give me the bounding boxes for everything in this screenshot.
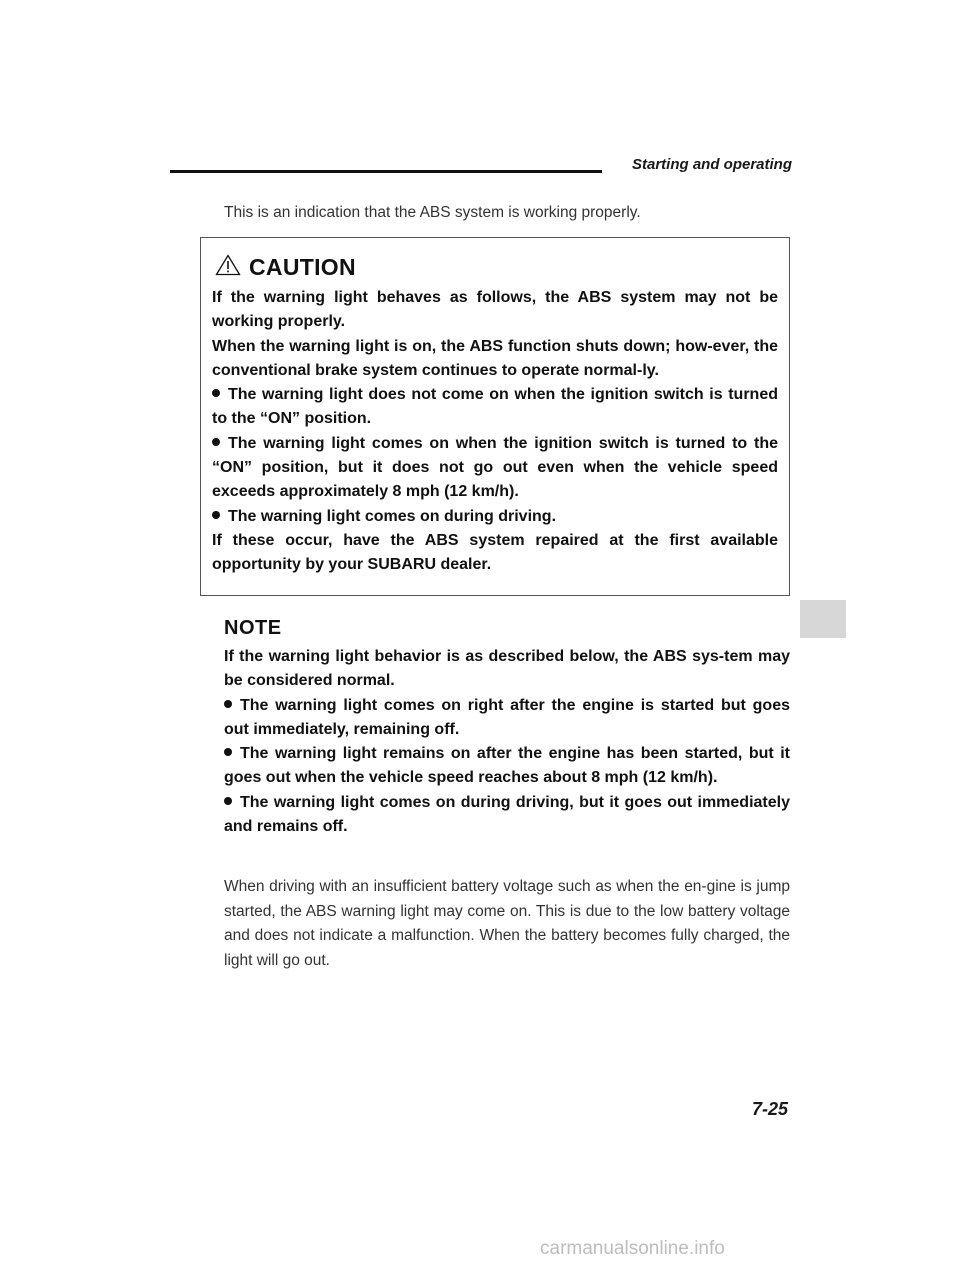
caution-bullet-text: The warning light comes on when the ignition switch is turned to the “ON” position, but it does not go out even when the vehicle speed exceeds approximately 8 mph (12 km/h). <box>212 434 778 501</box>
page-number: 7-25 <box>751 1099 788 1119</box>
caution-bullet <box>212 505 778 529</box>
caution-bullet-text: The warning light does not come on when the ignition switch is turned to the “ON” position. <box>212 386 778 428</box>
caution-bullet-text: The warning light comes on during driving. <box>228 507 557 525</box>
note-bullet-text: The warning light comes on during driving, but it goes out immediately and remains off. <box>224 793 790 836</box>
bullet-icon <box>224 797 232 805</box>
note-bullet <box>224 742 790 791</box>
note-bullet <box>224 694 790 743</box>
bullet-icon <box>224 748 232 756</box>
warning-triangle-icon <box>215 254 241 276</box>
caution-header <box>212 252 778 286</box>
note-section <box>224 617 790 839</box>
bullet-icon <box>212 511 220 519</box>
note-bullet <box>224 791 790 840</box>
bullet-icon <box>212 438 220 446</box>
bullet-icon <box>224 700 232 708</box>
intro-text: This is an indication that the ABS system is working properly. <box>224 204 641 221</box>
note-bullet-text: The warning light remains on after the engine has been started, but it goes out when the vehicle speed reaches about 8 mph (12 km/h). <box>224 745 790 787</box>
caution-title: CAUTION <box>249 254 356 280</box>
note-intro: If the warning light behavior is as described below, the ABS sys-tem may be considered normal. <box>224 648 790 690</box>
note-bullet-text: The warning light comes on right after the engine is started but goes out immediately, remaining off. <box>224 696 790 738</box>
bullet-icon <box>212 389 220 397</box>
header-rule <box>170 170 602 173</box>
caution-paragraph: If the warning light behaves as follows, the ABS system may not be working properly. <box>212 289 778 331</box>
section-title: Starting and operating <box>631 156 792 173</box>
watermark: carmanualsonline.info <box>540 1238 725 1259</box>
caution-bullet <box>212 383 778 432</box>
chapter-thumb-tab <box>800 600 846 638</box>
caution-closing: If these occur, have the ABS system repaired at the first available opportunity by your SUBARU dealer. <box>212 531 778 574</box>
body-paragraph: When driving with an insufficient battery voltage such as when the en-gine is jump started, the ABS warning light may come on. This is due to the low battery voltage and does not indicate a malfunction. When the battery becomes fully charged, the light will go out. <box>224 878 790 969</box>
note-title: NOTE <box>224 617 282 639</box>
caution-bullet <box>212 432 778 505</box>
caution-paragraph: When the warning light is on, the ABS function shuts down; how-ever, the conventional brake system continues to operate normal-ly. <box>212 337 778 379</box>
caution-box <box>200 237 790 596</box>
